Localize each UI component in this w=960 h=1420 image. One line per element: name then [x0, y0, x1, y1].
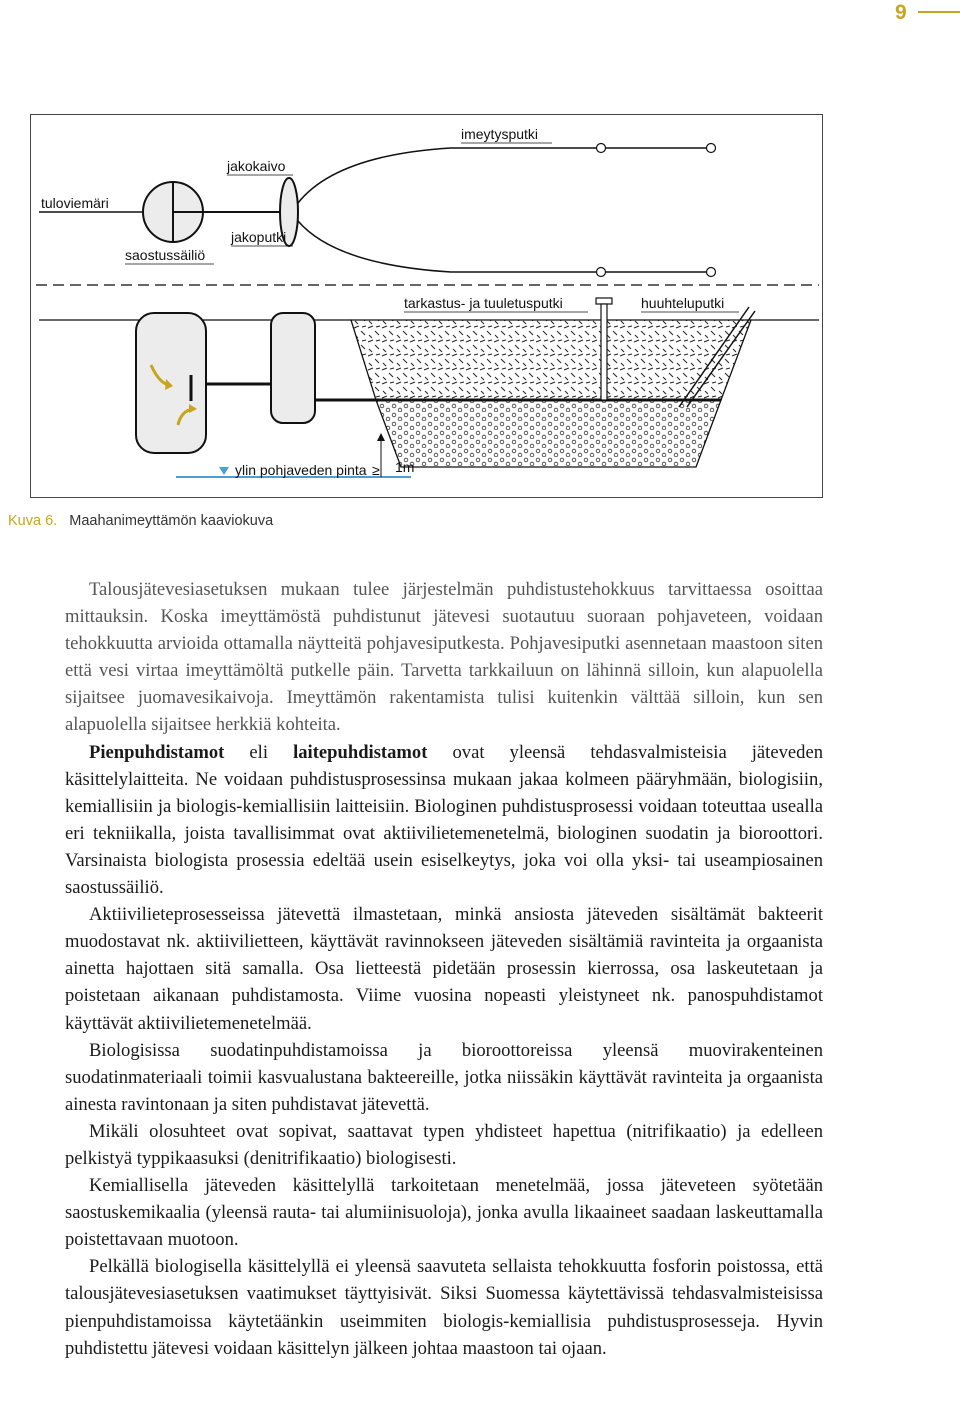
- label-depth: 1m: [395, 459, 415, 475]
- gravel-layer: [376, 400, 721, 467]
- infiltration-pipe-lower: [298, 221, 596, 272]
- paragraph-2: Pienpuhdistamot eli laitepuhdistamot ovat yleensä tehdasvalmisteisia jäteveden käsittelylaitteita. Ne voidaan puhdistusprosessinsa mukaan jakaa kolmeen pääryhmään, biologisiin, kemiallisiin ja biologis-kemiallisiin laitteisiin. Biologinen puhdistusprosessi voidaan toteuttaa usealla eri tekniikalla, joista tavallisimmat ovat aktiivilietemenetelmä, biologinen suodatin ja bioroottori. Varsinaista biologista prosessia edeltää usein esiselkeytys, joka voi olla yksi- tai useampiosainen saostussäiliö.: [65, 741, 823, 899]
- vent-pipe: [601, 304, 607, 400]
- vent-pipe-marker: [597, 144, 606, 153]
- body-text: [65, 576, 823, 1362]
- figure-caption: [8, 513, 273, 529]
- label-jakoputki: jakoputki: [231, 229, 287, 245]
- label-huuhteluputki: huuhteluputki: [641, 295, 725, 311]
- flush-pipe-marker: [707, 268, 716, 277]
- caption-label: Kuva 6.: [8, 513, 58, 529]
- section-view: [39, 295, 819, 478]
- figure-infiltration-diagram: [30, 114, 823, 498]
- page-number-text: 9: [895, 1, 907, 24]
- paragraph-3: Aktiivilieteprosesseissa jätevettä ilmastetaan, minkä ansiosta jäteveden sisältämät bakteerit muodostavat nk. aktiivilietteen, käyttävät ravinnokseen jäteveden sisältämiä ravinteita ja orgaanista ainetta hajottaen sitä samalla. Osa lietteestä pidetään prosessin kierrossa, osa laskeutetaan ja poistetaan aikanaan puhdistamosta. Viime vuosina nopeasti yleistyneet nk. panospuhdistamot käyttävät aktiivilietemenetelmää.: [65, 904, 823, 1034]
- paragraph-4: Biologisissa suodatinpuhdistamoissa ja bioroottoreissa yleensä muovirakenteinen suodatinmateriaali toimii kasvualustana bakteereille, jotka niissäkin käyttävät ravinteita ja orgaanista ainesta ravintonaan ja siten puhdistavat jätevettä.: [65, 1039, 823, 1115]
- paragraph-6: Kemiallisella jäteveden käsittelyllä tarkoitetaan menetelmää, jossa jäteveteen syötetään saostuskemikaalia (yleensä rauta- tai alumiinisuoloja), jonka avulla likaaineet saadaan laskeuttamalla poistettavaan muotoon.: [65, 1175, 823, 1251]
- term-pienpuhdistamot: Pienpuhdistamot: [89, 741, 225, 763]
- label-tarkastus: tarkastus- ja tuuletusputki: [404, 295, 563, 311]
- vent-pipe-marker: [597, 268, 606, 277]
- water-level-marker-icon: [219, 467, 229, 475]
- distribution-well-section: [271, 313, 315, 423]
- vent-pipe-cap: [596, 298, 612, 304]
- septic-tank-section: [136, 313, 206, 453]
- diagram-svg: [31, 115, 824, 499]
- paragraph-5: Mikäli olosuhteet ovat sopivat, saattavat typen yhdisteet hapettua (nitrifikaatio) ja edelleen pelkistyä typpikaasuksi (denitrifikaatio) biologisesti.: [65, 1120, 823, 1169]
- label-jakokaivo: jakokaivo: [227, 158, 286, 174]
- label-tuloviemari: tuloviemäri: [41, 195, 109, 211]
- soil-fill-layer: [351, 320, 751, 400]
- caption-text: Maahanimeyttämön kaaviokuva: [69, 513, 274, 529]
- paragraph-1: Talousjätevesiasetuksen mukaan tulee järjestelmän puhdistustehokkuus tarvittaessa osoittaa mittauksin. Koska imeyttämöstä puhdistunut jätevesi suotautuu suoraan pohjaveteen, voidaan tehokkuutta arvioida ottamalla näytteitä pohjavesiputkesta. Pohjavesiputki asennetaan maastoon siten että vesi virtaa imeyttämöltä putkelle päin. Tarvetta tarkkailuun on lähinnä silloin, kun alapuolella sijaitsee juomavesikaivoja. Imeyttämön rakentamista tulisi kuitenkin välttää silloin, kun sen alapuolella sijaitsee herkkiä kohteita.: [65, 579, 823, 736]
- paragraph-7: Pelkällä biologisella käsittelyllä ei yleensä saavuteta sellaista tehokkuutta fosforin poistossa, että talousjätevesiasetuksen vaatimukset täyttyisivät. Siksi Suomessa käytettävissä tehdasvalmisteisissa pienpuhdistamoissa käytetäänkin useimmiten biologis-kemiallisia puhdistusprosesseja. Hyvin puhdistettu jätevesi voidaan käsittelyn jälkeen johtaa maastoon tai ojaan.: [65, 1256, 823, 1359]
- label-pohjavesi: ylin pohjaveden pinta: [235, 462, 367, 478]
- label-saostussailio: saostussäiliö: [125, 247, 206, 263]
- plan-view: [39, 126, 716, 277]
- term-laitepuhdistamot: laitepuhdistamot: [293, 741, 428, 763]
- label-imeytysputki: imeytysputki: [461, 126, 539, 142]
- depth-mark: ≥: [372, 462, 380, 478]
- page-number-rule: [918, 11, 960, 13]
- flush-pipe-marker: [707, 144, 716, 153]
- infiltration-pipe-upper: [298, 148, 596, 203]
